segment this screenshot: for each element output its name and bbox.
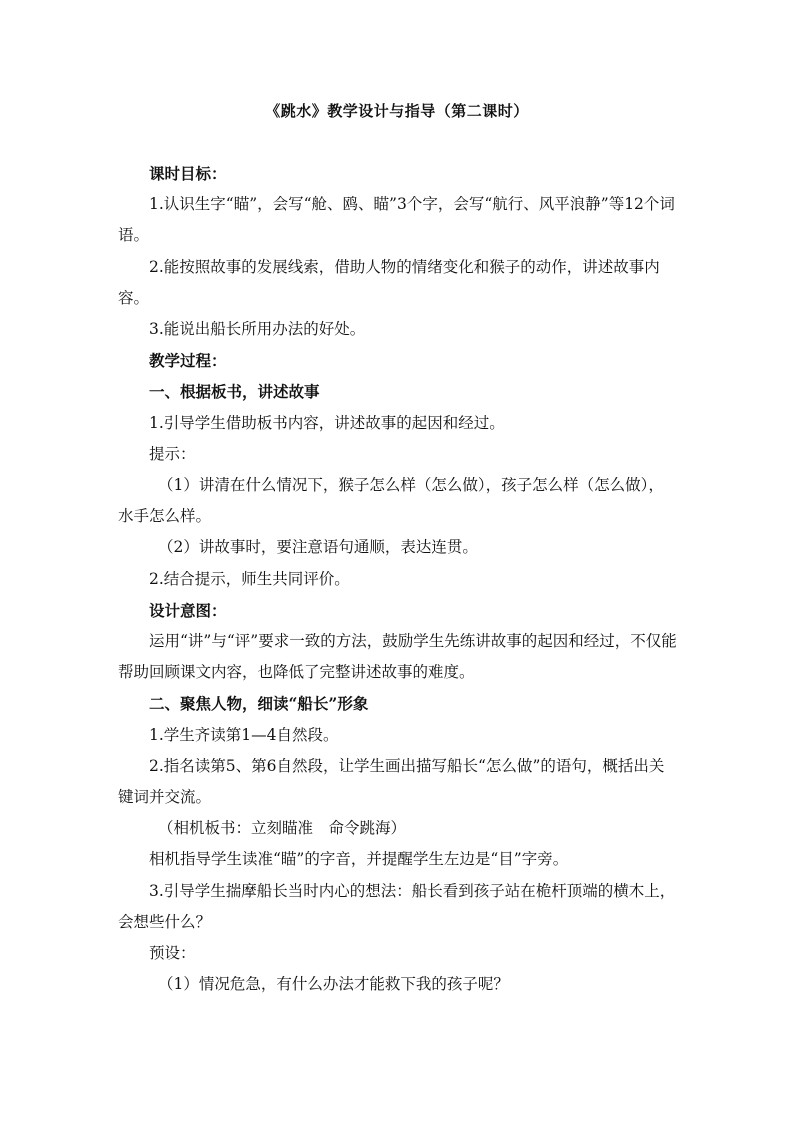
part1-hint-label: 提示： — [149, 444, 196, 463]
part2-board: （相机板书：立刻瞄准 命令跳海） — [158, 819, 407, 838]
part2-guide: 相机指导学生读准“瞄”的字音，并提醒学生左边是“目”字旁。 — [149, 850, 569, 869]
process-heading: 教学过程： — [149, 351, 227, 371]
part2-preset: 预设： — [149, 944, 196, 963]
part1-step2: 2.结合提示，师生共同评价。 — [149, 569, 350, 588]
page-title: 《跳水》教学设计与指导（第二课时） — [265, 102, 529, 120]
design-text: 运用“讲”与“评”要求一致的方法，鼓励学生先练讲故事的起因和经过，不仅能帮助回顾课文内容，也降低了完整讲述故事的难度。 — [118, 632, 677, 682]
part2-step1: 1.学生齐读第1—4自然段。 — [149, 725, 339, 744]
part1-step1: 1.引导学生借助板书内容，讲述故事的起因和经过。 — [149, 413, 505, 432]
goals-heading: 课时目标： — [149, 164, 227, 183]
part2-step3: 3.引导学生揣摩船长当时内心的想法：船长看到孩子站在桅杆顶端的横木上，会想些什么？ — [118, 881, 676, 931]
part1-hint1: （1）讲清在什么情况下，猴子怎么样（怎么做），孩子怎么样（怎么做），水手怎么样。 — [118, 476, 664, 526]
part2-preset1: （1）情况危急，有什么办法才能救下我的孩子呢？ — [158, 975, 509, 994]
goal-3: 3.能说出船长所用办法的好处。 — [149, 320, 366, 339]
document-body — [118, 158, 678, 1000]
part2-step2: 2.指名读第5、第6自然段，让学生画出描写船长“怎么做”的语句，概括出关键词并交流。 — [118, 756, 665, 807]
part2-heading: 二、聚焦人物，细读“船长”形象 — [149, 694, 369, 714]
goal-1: 1.认识生字“瞄”，会写“舱、鸥、瞄”3个字，会写“航行、风平浪静”等12个词语。 — [118, 195, 675, 245]
part1-hint2: （2）讲故事时，要注意语句通顺，表达连贯。 — [158, 538, 478, 557]
part1-heading: 一、根据板书，讲述故事 — [149, 382, 320, 402]
goal-2: 2.能按照故事的发展线索，借助人物的情绪变化和猴子的动作，讲述故事内容。 — [118, 257, 660, 307]
design-heading: 设计意图： — [149, 600, 227, 620]
